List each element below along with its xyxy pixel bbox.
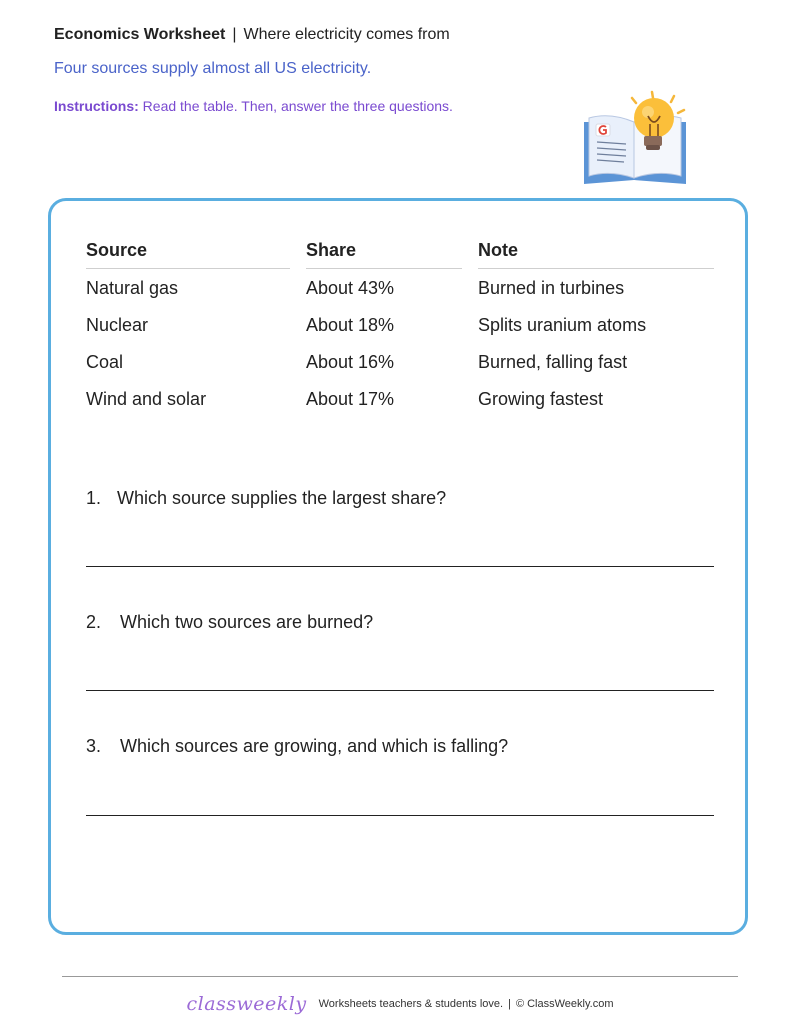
header-rule-share (306, 268, 462, 269)
footer-copyright: © ClassWeekly.com (515, 998, 614, 1010)
question-text: Which two sources are burned? (120, 612, 374, 632)
question-2 (86, 612, 373, 633)
worksheet-title: Economics Worksheet (54, 26, 226, 43)
header-rule-note (478, 268, 714, 269)
table-cell-source: Nuclear (86, 315, 149, 335)
subtitle: Four sources supply almost all US electricity. (54, 60, 372, 77)
book-with-lightbulb-icon (576, 88, 694, 192)
footer-divider (62, 976, 738, 977)
brand-logo: classweekly (186, 993, 307, 1015)
answer-line-3[interactable] (86, 815, 714, 816)
table-cell-source: Natural gas (86, 278, 179, 298)
column-header-note: Note (478, 240, 518, 260)
question-number: 2. (86, 612, 102, 632)
question-3 (86, 736, 508, 757)
page-header (54, 26, 450, 44)
instructions-label: Instructions: (54, 98, 139, 114)
answer-line-2[interactable] (86, 690, 714, 691)
table-cell-share: About 43% (306, 278, 395, 298)
header-rule-source (86, 268, 290, 269)
question-number: 1. (86, 488, 102, 508)
footer-tagline: Worksheets teachers & students love. (318, 998, 504, 1010)
footer-separator: | (508, 998, 511, 1010)
column-header-source: Source (86, 240, 148, 260)
question-text: Which sources are growing, and which is falling? (120, 736, 509, 756)
footer (0, 993, 800, 1015)
table-cell-note: Growing fastest (478, 389, 604, 409)
instructions (54, 98, 453, 114)
worksheet-topic: Where electricity comes from (243, 26, 450, 43)
header-separator: | (232, 26, 237, 43)
table-cell-note: Splits uranium atoms (478, 315, 647, 335)
question-text: Which source supplies the largest share? (117, 488, 447, 508)
instructions-text: Read the table. Then, answer the three questions. (142, 98, 453, 114)
answer-line-1[interactable] (86, 566, 714, 567)
table-cell-note: Burned, falling fast (478, 352, 628, 372)
table-cell-source: Coal (86, 352, 124, 372)
question-1 (86, 488, 446, 509)
table-cell-share: About 16% (306, 352, 395, 372)
table-cell-share: About 18% (306, 315, 395, 335)
table-cell-source: Wind and solar (86, 389, 207, 409)
question-number: 3. (86, 736, 102, 756)
table-cell-share: About 17% (306, 389, 395, 409)
table-cell-note: Burned in turbines (478, 278, 625, 298)
column-header-share: Share (306, 240, 357, 260)
